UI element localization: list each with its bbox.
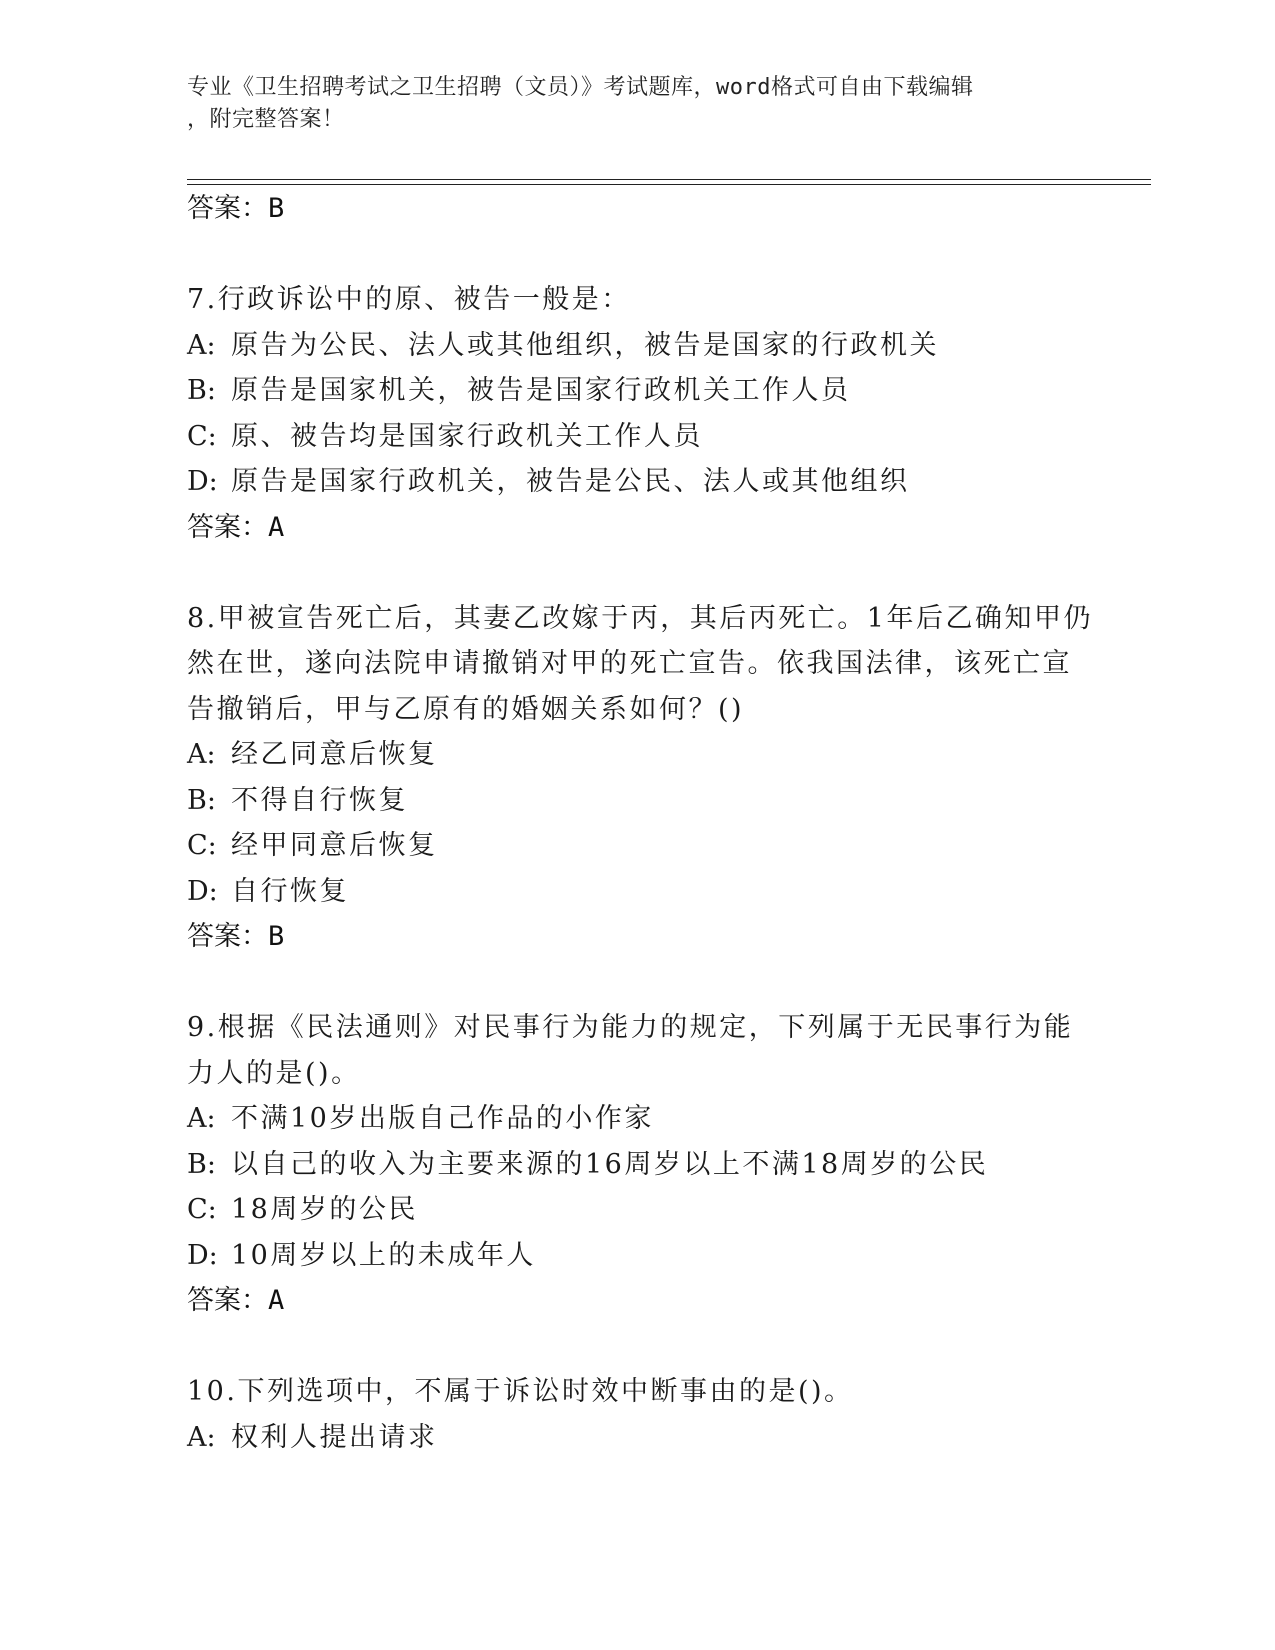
question-8-stem <box>187 596 1093 733</box>
question-7-option-a: A: 原告为公民、法人或其他组织，被告是国家的行政机关 <box>187 329 939 361</box>
question-10-stem <box>187 1369 1087 1415</box>
header-line-1: 专业《卫生招聘考试之卫生招聘（文员）》考试题库，word格式可自由下载编辑 <box>187 75 974 100</box>
question-9-option-a: A: 不满10岁出版自己作品的小作家 <box>187 1103 654 1134</box>
header-divider-bottom <box>187 184 1151 185</box>
question-list <box>187 186 1093 1460</box>
question-9-answer: 答案：A <box>187 1285 285 1316</box>
header-divider-top <box>187 179 1151 180</box>
question-9-option-c: C: 18周岁的公民 <box>187 1194 418 1225</box>
question-stem-line: 7.行政诉讼中的原、被告一般是： <box>187 284 631 315</box>
question-10-option-a: A: 权利人提出请求 <box>187 1421 438 1453</box>
question-8-option-a: A: 经乙同意后恢复 <box>187 739 438 770</box>
question-7-stem <box>187 277 1087 323</box>
question-stem-line: 9.根据《民法通则》对民事行为能力的规定，下列属于无民事行为能 <box>187 1012 1074 1043</box>
header-line-2: ，附完整答案！ <box>187 107 345 132</box>
question-8-option-b: B: 不得自行恢复 <box>187 784 408 816</box>
question-stem-line: 8.甲被宣告死亡后，其妻乙改嫁于丙，其后丙死亡。1年后乙确知甲仍 <box>187 602 1093 634</box>
question-8-answer: 答案：B <box>187 921 285 952</box>
question-stem-line: 力人的是()。 <box>187 1057 361 1089</box>
question-7-option-b: B: 原告是国家机关，被告是国家行政机关工作人员 <box>187 375 851 406</box>
question-stem-line: 10.下列选项中，不属于诉讼时效中断事由的是()。 <box>187 1376 854 1407</box>
question-9-option-b: B: 以自己的收入为主要来源的16周岁以上不满18周岁的公民 <box>187 1148 989 1180</box>
question-7-option-d: D: 原告是国家行政机关，被告是公民、法人或其他组织 <box>187 466 910 497</box>
question-stem-line: 告撤销后，甲与乙原有的婚姻关系如何？() <box>187 693 745 725</box>
question-stem-line: 然在世，遂向法院申请撤销对甲的死亡宣告。依我国法律，该死亡宣 <box>187 648 1072 679</box>
question-7-option-c: C: 原、被告均是国家行政机关工作人员 <box>187 420 703 452</box>
question-8-option-c: C: 经甲同意后恢复 <box>187 830 438 861</box>
question-9-option-d: D: 10周岁以上的未成年人 <box>187 1239 536 1271</box>
question-7-answer: 答案：A <box>187 511 285 543</box>
question-8-option-d: D: 自行恢复 <box>187 875 349 907</box>
question-9-stem <box>187 1005 1087 1096</box>
previous-answer: 答案：B <box>187 193 285 224</box>
page-header <box>187 72 1087 136</box>
